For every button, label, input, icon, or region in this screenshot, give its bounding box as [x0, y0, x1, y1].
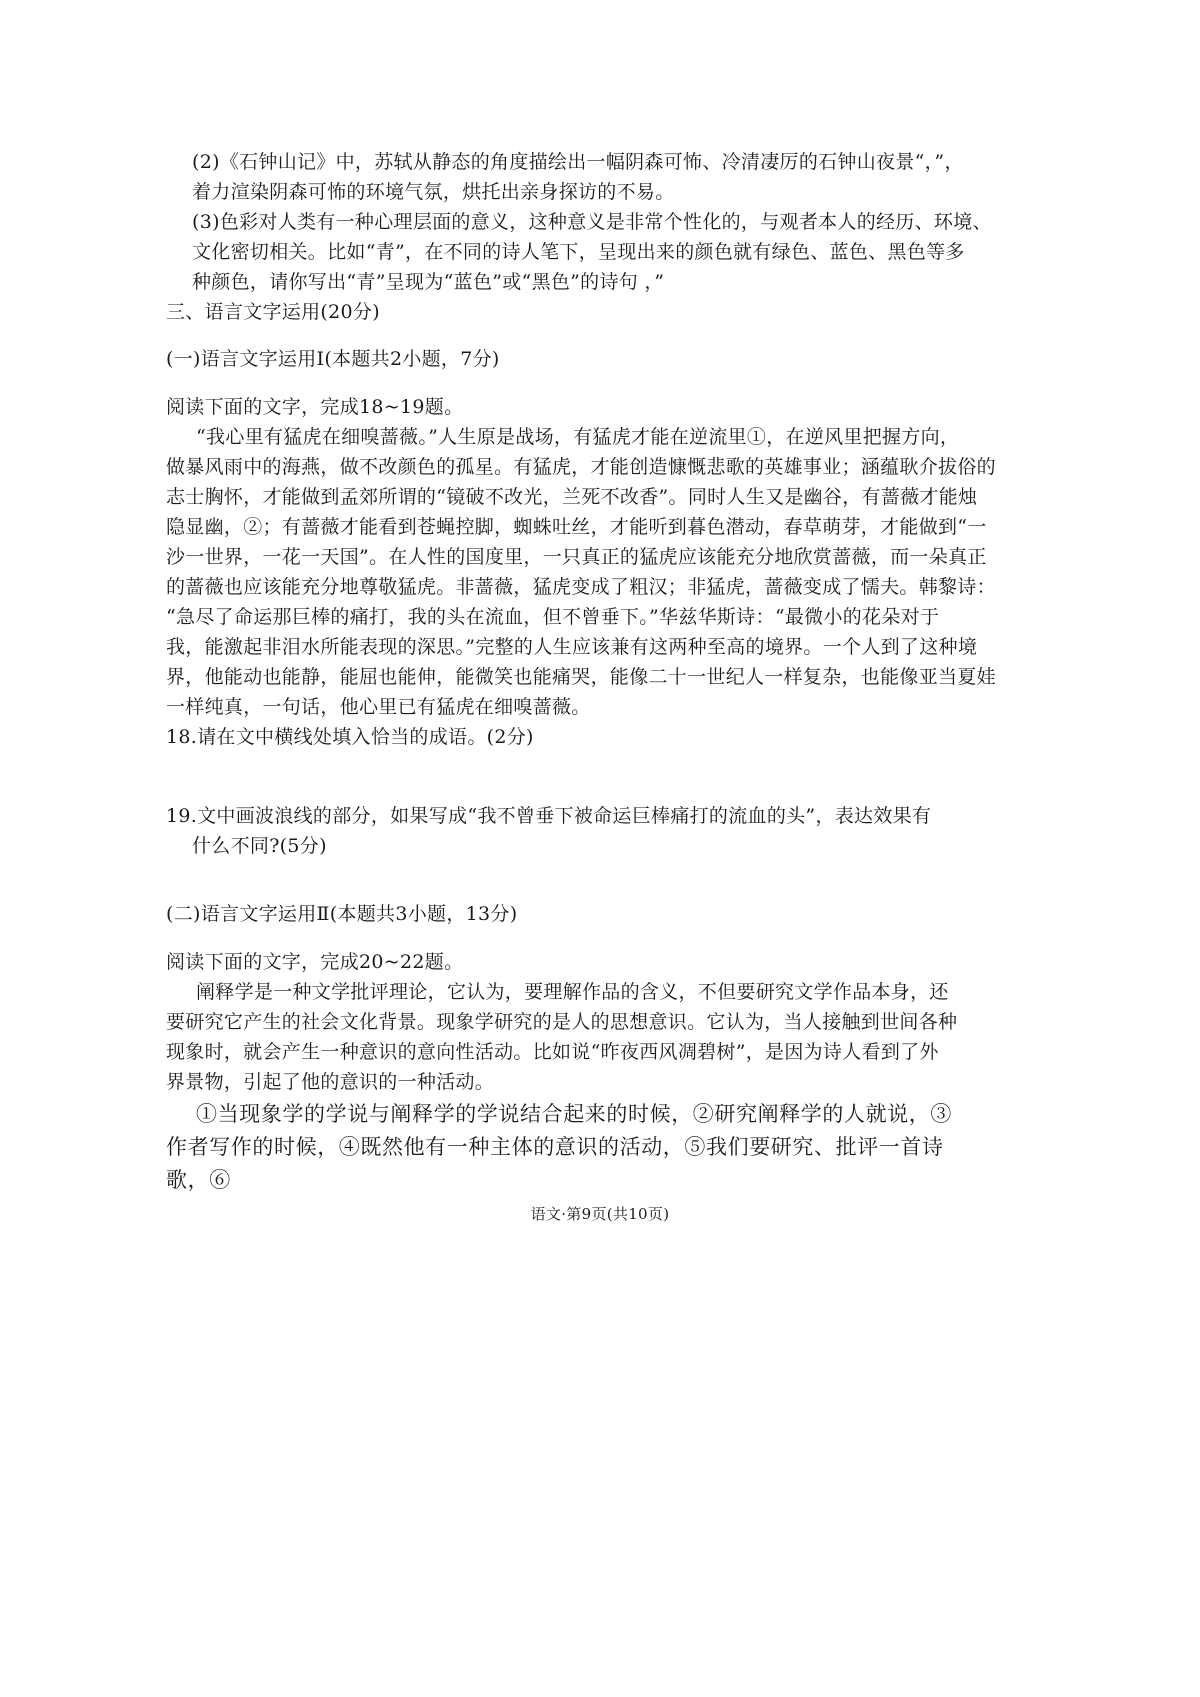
section-heading: 三、语言文字运用(20分)	[166, 301, 380, 323]
passage1-line: 的蔷薇也应该能充分地尊敬猛虎。非蔷薇，猛虎变成了粗汉；非猛虎，蔷薇变成了懦夫。韩黎诗：	[166, 576, 996, 598]
q17-item3-line1: (3)色彩对人类有一种心理层面的意义，这种意义是非常个性化的，与观者本人的经历、环境、	[192, 211, 992, 233]
passage1-line: 我，能激起非泪水所能表现的深思。”完整的人生应该兼有这两种至高的境界。一个人到了这种境	[166, 636, 978, 658]
passage2-line: 阐释学是一种文学批评理论，它认为，要理解作品的含义，不但要研究文学作品本身，还	[196, 981, 949, 1003]
passage1-line: 志士胸怀，才能做到孟郊所谓的“镜破不改光，兰死不改香”。同时人生又是幽谷，有蔷薇才能烛	[166, 486, 978, 508]
passage1-line: “我心里有猛虎在细嗅蔷薇。”人生原是战场，有猛虎才能在逆流里①，在逆风里把握方向，	[196, 426, 960, 448]
passage1-line: “急尽了命运那巨棒的痛打，我的头在流血，但不曾垂下。”华兹华斯诗：“最微小的花朵对于	[166, 606, 940, 628]
part2-heading: (二)语言文字运用Ⅱ(本题共3小题，13分)	[166, 903, 518, 925]
passage2-sentence-line: 歌，⑥	[166, 1168, 231, 1192]
passage1-line: 沙一世界，一花一天国”。在人性的国度里，一只真正的猛虎应该能充分地欣赏蔷薇，而一朵真正	[166, 546, 987, 568]
passage2-sentence-line: 作者写作的时候，④既然他有一种主体的意识的活动，⑤我们要研究、批评一首诗	[166, 1135, 944, 1159]
question-19-line2: 什么不同?(5分)	[192, 835, 327, 857]
part1-heading: (一)语言文字运用Ⅰ(本题共2小题，7分)	[166, 348, 500, 370]
part2-instruction: 阅读下面的文字，完成20~22题。	[166, 951, 464, 973]
passage1-line: 一样纯真，一句话，他心里已有猛虎在细嗅蔷薇。	[166, 696, 591, 718]
part1-instruction: 阅读下面的文字，完成18~19题。	[166, 396, 464, 418]
q17-item3-line2: 文化密切相关。比如“青”，在不同的诗人笔下，呈现出来的颜色就有绿色、蓝色、黑色等多	[192, 241, 965, 263]
passage2-line: 现象时，就会产生一种意识的意向性活动。比如说“昨夜西风凋碧树”，是因为诗人看到了外	[166, 1041, 939, 1063]
passage2-line: 界景物，引起了他的意识的一种活动。	[166, 1071, 495, 1093]
q17-item2-line2: 着力渲染阴森可怖的环境气氛，烘托出亲身探访的不易。	[192, 181, 675, 203]
passage1-line: 隐显幽，②；有蔷薇才能看到苍蝇控脚，蜘蛛吐丝，才能听到暮色潜动，春草萌芽，才能做到“一	[166, 516, 987, 538]
q17-item3-line3: 种颜色，请你写出“青”呈现为“蓝色”或“黑色”的诗句 ，”	[192, 271, 665, 293]
question-19-line1: 19.文中画波浪线的部分，如果写成“我不曾垂下被命运巨棒痛打的流血的头”，表达效果有	[166, 805, 932, 827]
passage2-sentence-line: ①当现象学的学说与阐释学的学说结合起来的时候，②研究阐释学的人就说，③	[196, 1102, 952, 1126]
passage2-line: 要研究它产生的社会文化背景。现象学研究的是人的思想意识。它认为，当人接触到世间各种	[166, 1011, 958, 1033]
q17-item2-line1: (2)《石钟山记》中，苏轼从静态的角度描绘出一幅阴森可怖、冷清凄厉的石钟山夜景“，”，	[192, 151, 964, 173]
passage1-line: 界，他能动也能静，能屈也能伸，能微笑也能痛哭，能像二十一世纪人一样复杂，也能像亚当夏娃	[166, 666, 996, 688]
passage1-line: 做暴风雨中的海燕，做不改颜色的孤星。有猛虎，才能创造慷慨悲歌的英雄事业；涵蕴耿介拔俗的	[166, 456, 996, 478]
page-footer: 语文·第9页(共10页)	[530, 1205, 670, 1223]
question-18: 18.请在文中横线处填入恰当的成语。(2分)	[166, 726, 534, 748]
